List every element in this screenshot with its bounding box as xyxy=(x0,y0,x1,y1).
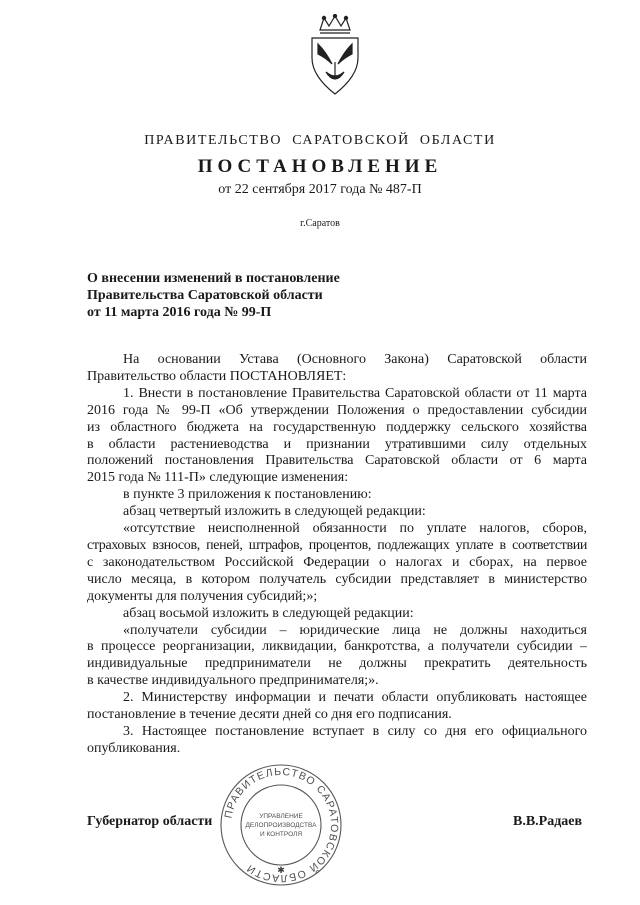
body-line: опубликования. xyxy=(87,740,181,756)
document-date-number: от 22 сентября 2017 года № 487-П xyxy=(218,182,422,197)
government-name: ПРАВИТЕЛЬСТВО САРАТОВСКОЙ ОБЛАСТИ xyxy=(144,133,496,148)
body-line: Правительство области ПОСТАНОВЛЯЕТ: xyxy=(87,368,347,384)
body-line: число месяца, в котором получатель субсидии представляет в министерство xyxy=(87,571,587,587)
body-line: в пункте 3 приложения к постановлению: xyxy=(123,487,372,503)
body-line: положений постановления Правительства Саратовской области от 6 марта xyxy=(87,453,587,469)
body-line: в качестве индивидуального предпринимателя;». xyxy=(87,673,379,689)
body-line: индивидуальные предприниматели не должны прекратить деятельность xyxy=(87,656,587,672)
subject-line: О внесении изменений в постановление xyxy=(87,271,340,286)
signatory-position: Губернатор области xyxy=(87,814,213,829)
body-line: документы для получения субсидий;»; xyxy=(87,588,318,604)
body-line: 3. Настоящее постановление вступает в силу со дня его официального xyxy=(123,723,587,739)
signatory-name: В.В.Радаев xyxy=(513,814,583,829)
document-city: г.Саратов xyxy=(300,218,340,229)
body-line: страховых взносов, пеней, штрафов, процентов, подлежащих уплате в соответствии xyxy=(87,537,587,553)
body-line: «получатели субсидии – юридические лица не должны находиться xyxy=(123,622,587,638)
subject-line: от 11 марта 2016 года № 99-П xyxy=(87,305,272,320)
stamp-star-icon: ✱ xyxy=(277,865,285,875)
coat-of-arms-emblem xyxy=(296,14,374,100)
body-line: 1. Внести в постановление Правительства Саратовской области от 11 марта xyxy=(123,385,587,401)
body-line: с законодательством Российской Федерации о налогах и сборах, на первое xyxy=(87,554,587,570)
body-line: 2. Министерству информации и печати области опубликовать настоящее xyxy=(123,690,587,706)
body-line: постановление в течение десяти дней со дня его подписания. xyxy=(87,707,452,723)
body-line: «отсутствие неисполненной обязанности по уплате налогов, сборов, xyxy=(123,521,587,537)
document-type: ПОСТАНОВЛЕНИЕ xyxy=(197,156,443,177)
body-line: в процессе реорганизации, ликвидации, банкротства, а получатели субсидии – xyxy=(87,639,587,655)
body-line: из областного бюджета на государственную поддержку сельского хозяйства xyxy=(87,419,587,435)
subject-line: Правительства Саратовской области xyxy=(87,288,323,303)
body-line: абзац четвертый изложить в следующей редакции: xyxy=(123,504,426,520)
stamp-inner-line: И КОНТРОЛЯ xyxy=(259,831,303,838)
body-line: абзац восьмой изложить в следующей редакции: xyxy=(123,605,414,621)
body-line: 2015 года № 111-П» следующие изменения: xyxy=(87,470,349,486)
stamp-outer-text: ПРАВИТЕЛЬСТВО САРАТОВСКОЙ ОБЛАСТИ xyxy=(222,765,341,885)
body-line: 2016 года № 99-П «Об утверждении Положения о предоставлении субсидии xyxy=(87,402,587,418)
stamp-inner-line: УПРАВЛЕНИЕ xyxy=(259,813,303,820)
document-subject xyxy=(87,270,407,321)
official-stamp xyxy=(216,760,346,890)
document-body xyxy=(87,352,587,758)
body-line: в области растениеводства и признании утратившими силу отдельных xyxy=(87,436,587,452)
stamp-inner-line: ДЕЛОПРОИЗВОДСТВА xyxy=(245,822,317,829)
body-line: На основании Устава (Основного Закона) Саратовской области xyxy=(123,352,587,367)
